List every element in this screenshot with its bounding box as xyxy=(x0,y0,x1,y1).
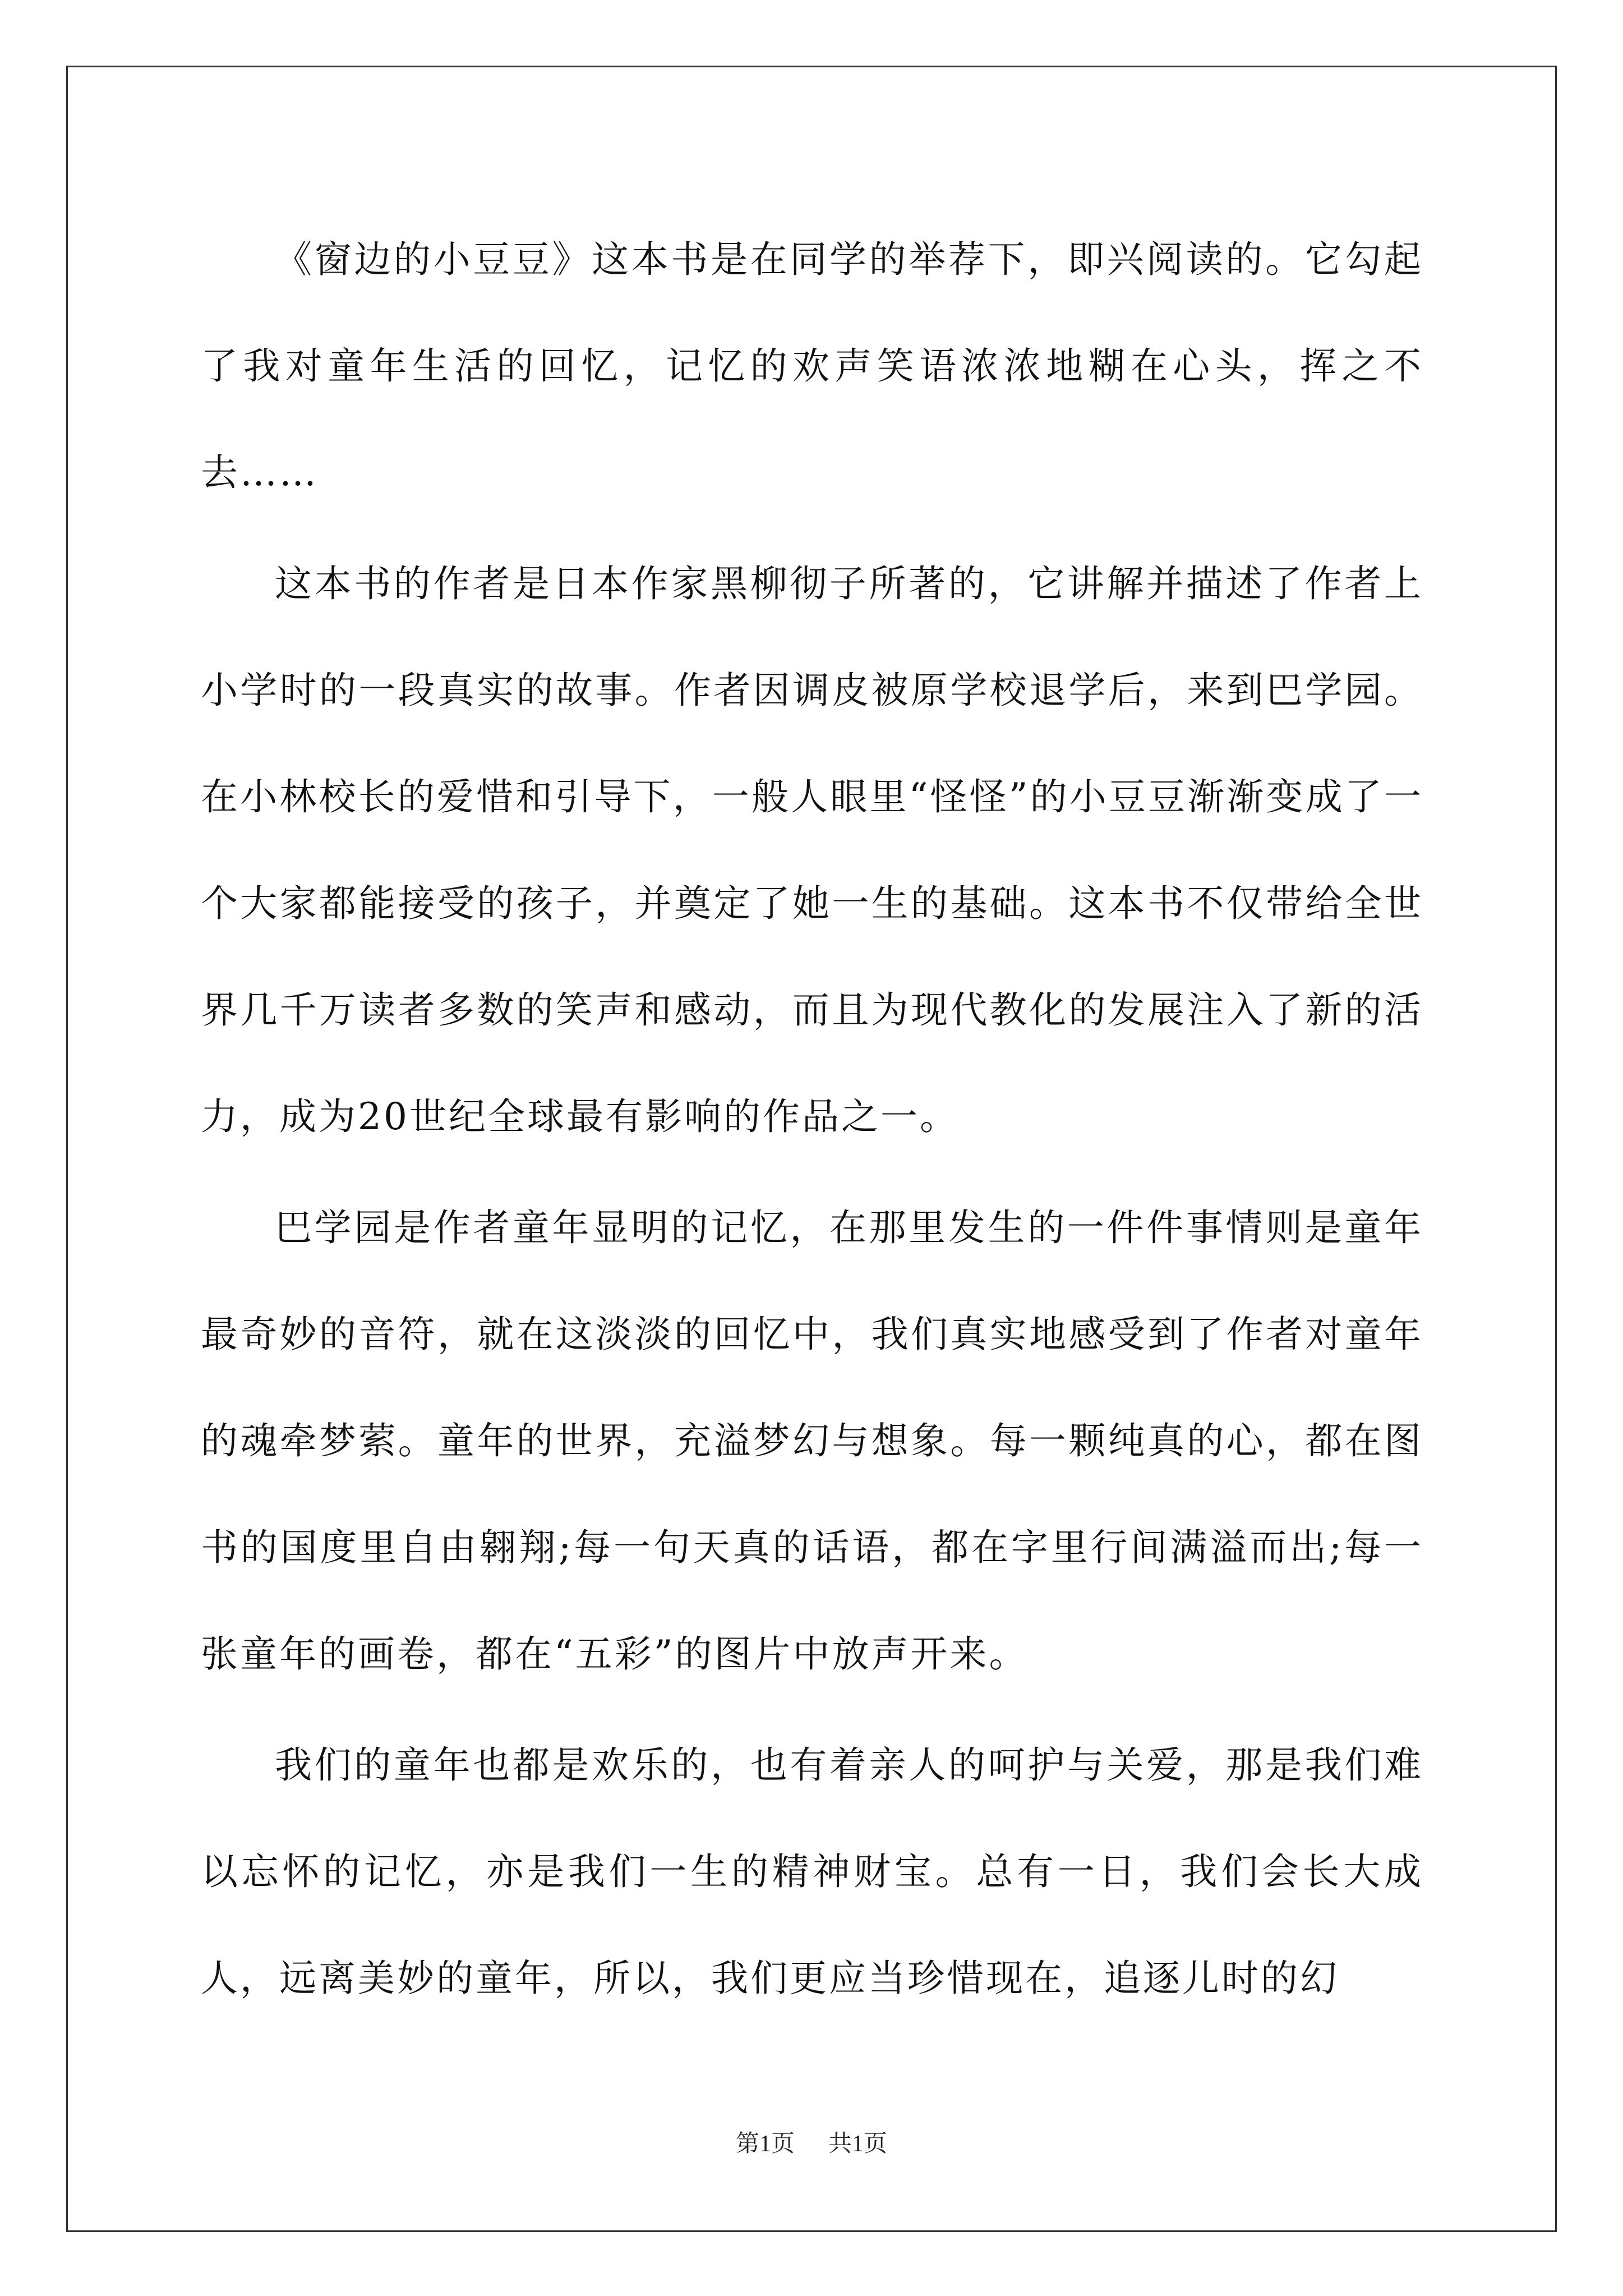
page-footer xyxy=(0,2127,1623,2161)
paragraph: 巴学园是作者童年显明的记忆，在那里发生的一件件事情则是童年最奇妙的音符，就在这淡淡的回忆中，我们真实地感受到了作者对童年的魂牵梦萦。童年的世界，充溢梦幻与想象。每一颗纯真的心，都在图书的国度里自由翱翔;每一句天真的话语，都在字里行间满溢而出;每一张童年的画卷，都在“五彩”的图片中放声开来。 xyxy=(201,1206,1423,1676)
page-number: 第1页 xyxy=(735,2131,795,2157)
paragraph: 这本书的作者是日本作家黑柳彻子所著的，它讲解并描述了作者上小学时的一段真实的故事。作者因调皮被原学校退学后，来到巴学园。在小林校长的爱惜和引导下，一般人眼里“怪怪”的小豆豆渐渐变成了一个大家都能接受的孩子，并奠定了她一生的基础。这本书不仅带给全世界几千万读者多数的笑声和感动，而且为现代教化的发展注入了新的活力，成为20世纪全球最有影响的作品之一。 xyxy=(201,562,1423,1138)
document-body xyxy=(201,206,1423,2032)
total-pages: 共1页 xyxy=(828,2131,888,2157)
paragraph: 我们的童年也都是欢乐的，也有着亲人的呵护与关爱，那是我们难以忘怀的记忆，亦是我们一生的精神财宝。总有一日，我们会长大成人，远离美妙的童年，所以，我们更应当珍惜现在，追逐儿时的幻 xyxy=(201,1743,1423,2000)
paragraph: 《窗边的小豆豆》这本书是在同学的举荐下，即兴阅读的。它勾起了我对童年生活的回忆，记忆的欢声笑语浓浓地糊在心头，挥之不去…… xyxy=(201,238,1423,494)
